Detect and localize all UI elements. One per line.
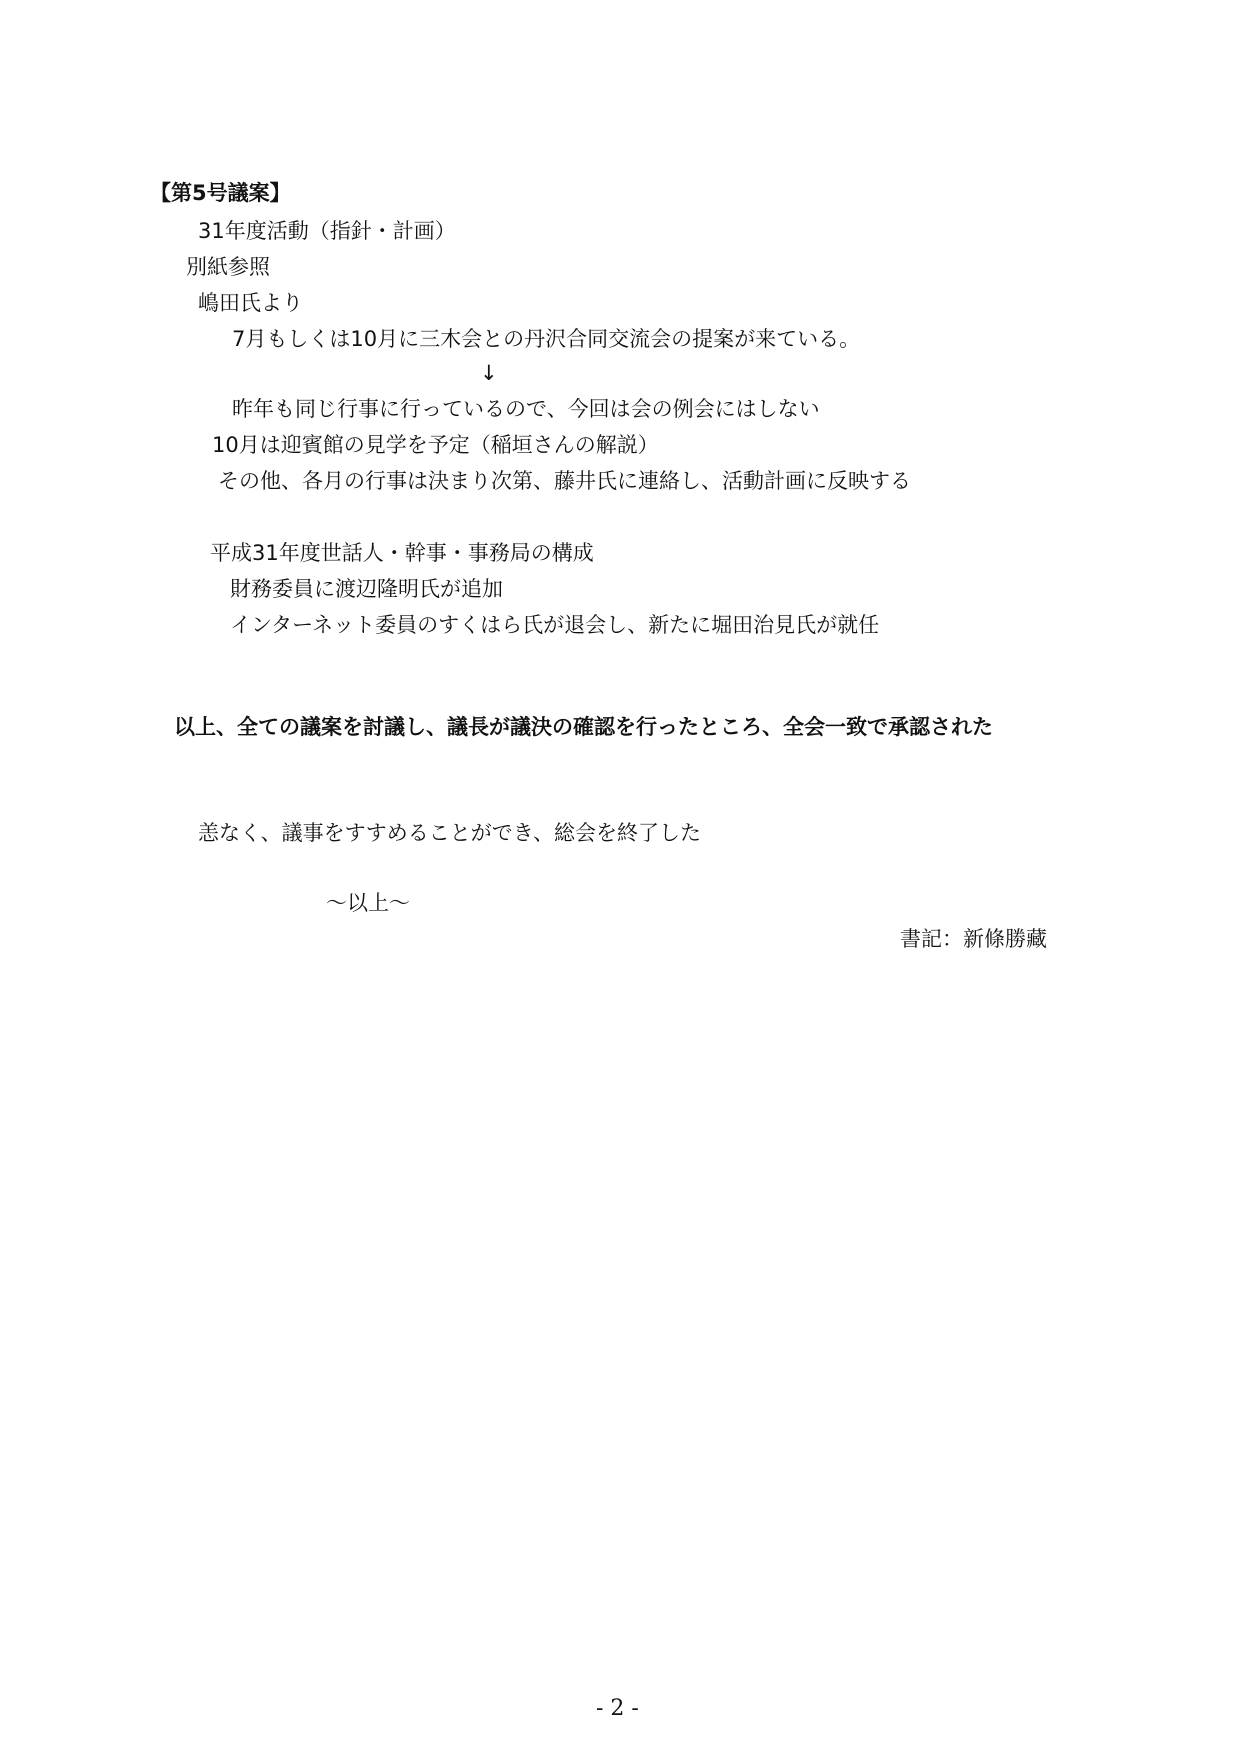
others-line: その他、各月の行事は決まり次第、藤井氏に連絡し、活動計画に反映する xyxy=(218,469,911,493)
finance-line: 財務委員に渡辺隆明氏が追加 xyxy=(230,577,503,601)
agenda-heading: 【第5号議案】 xyxy=(150,181,291,205)
page-number: - 2 - xyxy=(596,1696,639,1721)
decision-line: 昨年も同じ行事に行っているので、今回は会の例会にはしない xyxy=(232,397,820,421)
end-mark: ～以上～ xyxy=(326,891,410,915)
down-arrow: ↓ xyxy=(480,361,498,385)
october-line: 10月は迎賓館の見学を予定（稲垣さんの解説） xyxy=(212,433,659,457)
internet-line: インターネット委員のすくはら氏が退会し、新たに堀田治見氏が就任 xyxy=(230,613,880,637)
from-line: 嶋田氏より xyxy=(198,291,303,315)
reference-line: 別紙参照 xyxy=(186,255,270,279)
proposal-line: 7月もしくは10月に三木会との丹沢合同交流会の提案が来ている。 xyxy=(232,327,861,351)
conclusion-line: 以上、全ての議案を討議し、議長が議決の確認を行ったところ、全会一致で承認された xyxy=(174,715,993,739)
structure-title: 平成31年度世話人・幹事・事務局の構成 xyxy=(210,541,594,565)
activity-line: 31年度活動（指針・計画） xyxy=(198,219,456,243)
clerk-signature: 書記：新條勝藏 xyxy=(900,927,1047,951)
closing-line: 恙なく、議事をすすめることができ、総会を終了した xyxy=(198,821,701,845)
